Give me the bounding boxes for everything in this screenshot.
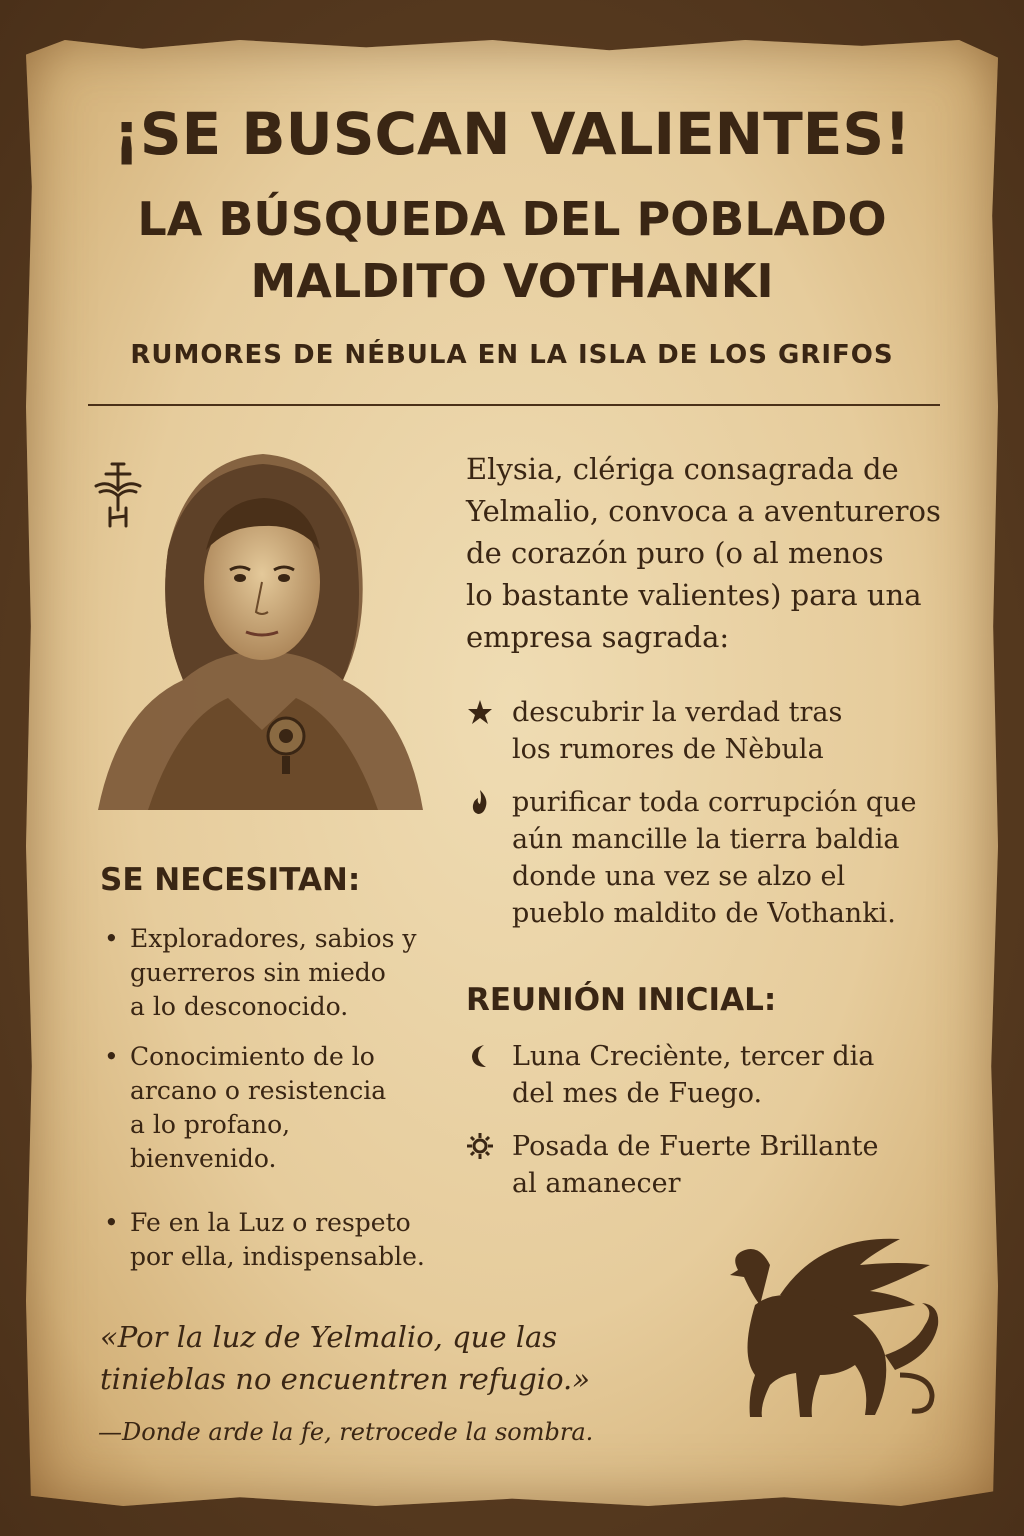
crescent-moon-icon — [466, 1042, 494, 1070]
goal-line: aún mancille la tierra baldia — [512, 824, 900, 855]
need-line: bienvenido. — [130, 1144, 277, 1173]
cleric-portrait — [88, 440, 428, 820]
meeting-line: Posada de Fuerte Brillante — [512, 1131, 879, 1162]
intro-line: empresa sagrada: — [466, 620, 730, 654]
quote-line: tinieblas no encuentren refugio.» — [100, 1362, 590, 1396]
meeting-line: Luna Creciènte, tercer dia — [512, 1041, 875, 1072]
poster-subtitle — [0, 188, 1024, 312]
need-line: por ella, indispensable. — [130, 1242, 425, 1271]
quote-line: «Por la luz de Yelmalio, que las — [100, 1320, 558, 1354]
sun-emblem-icon — [466, 1132, 494, 1160]
goal-line: donde una vez se alzo el — [512, 861, 846, 892]
griffin-illustration — [700, 1225, 950, 1425]
motto: —Donde arde la fe, retrocede la sombra. — [98, 1418, 594, 1446]
need-line: guerreros sin miedo — [130, 958, 386, 987]
bullet-dot: • — [104, 1208, 119, 1237]
subtitle-line-1: LA BÚSQUEDA DEL POBLADO — [137, 192, 887, 246]
star-icon — [466, 698, 494, 726]
need-line: Conocimiento de lo — [130, 1042, 375, 1071]
intro-line: Elysia, clériga consagrada de — [466, 452, 899, 486]
poster-tagline: RUMORES DE NÉBULA EN LA ISLA DE LOS GRIFOS — [130, 340, 894, 370]
meeting-line: al amanecer — [512, 1168, 681, 1199]
goal-line: pueblo maldito de Vothanki. — [512, 898, 896, 929]
intro-line: lo bastante valientes) para una — [466, 578, 922, 612]
closing-quote — [100, 1316, 660, 1400]
intro-paragraph — [466, 448, 986, 658]
flame-icon — [466, 788, 494, 816]
meeting-heading: REUNIÓN INICIAL: — [466, 982, 777, 1018]
intro-line: de corazón puro (o al menos — [466, 536, 884, 570]
need-line: a lo desconocido. — [130, 992, 349, 1021]
goal-line: descubrir la verdad tras — [512, 697, 843, 728]
bullet-dot: • — [104, 1042, 119, 1071]
subtitle-line-2: MALDITO VOTHANKI — [250, 254, 774, 308]
bullet-dot: • — [104, 924, 119, 953]
poster-title: ¡SE BUSCAN VALIENTES! — [113, 100, 911, 168]
need-line: arcano o resistencia — [130, 1076, 387, 1105]
need-line: a lo profano, — [130, 1110, 291, 1139]
goal-line: los rumores de Nèbula — [512, 734, 824, 765]
need-line: Exploradores, sabios y — [130, 924, 417, 953]
goal-line: purificar toda corrupción que — [512, 787, 917, 818]
needs-heading: SE NECESITAN: — [100, 862, 361, 898]
intro-line: Yelmalio, convoca a aventureros — [466, 494, 941, 528]
meeting-line: del mes de Fuego. — [512, 1078, 763, 1109]
divider — [88, 404, 940, 406]
need-line: Fe en la Luz o respeto — [130, 1208, 411, 1237]
